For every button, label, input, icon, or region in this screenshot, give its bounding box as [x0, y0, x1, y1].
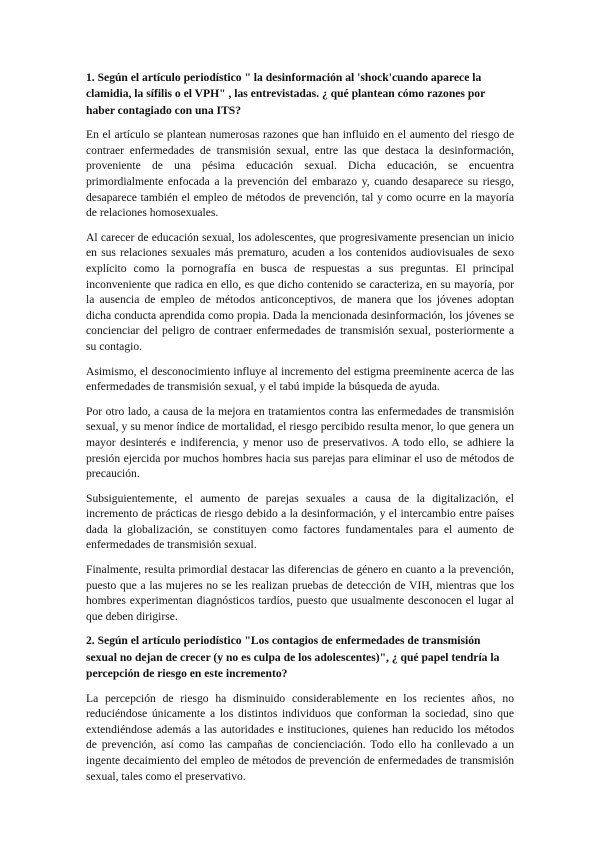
answer-1-paragraph-5: Subsiguientemente, el aumento de parejas sexuales a causa de la digitalización, el incremento de prácticas de riesgo debido a la desinformación, y el intercambio entre países dada la globalización, se constituyen como factores fundamentales para el aumento de enfermedades de transmisión sexual. — [86, 491, 514, 552]
document-page — [86, 70, 514, 793]
question-2-heading: 2. Según el artículo periodístico "Los contagios de enfermedades de transmisión sexual no dejan de crecer (y no es culpa de los adolescentes)", ¿ qué papel tendría la percepción de riesgo en este incremento? — [86, 634, 500, 681]
question-1-heading: 1. Según el artículo periodístico " la desinformación al 'shock'cuando aparece la clamidia, la sífilis o el VPH" , las entrevistadas. ¿ qué plantean cómo razones por haber contagiado con una ITS? — [86, 71, 486, 117]
answer-1-paragraph-2: Al carecer de educación sexual, los adolescentes, que progresivamente presencian un inicio en sus relaciones sexuales más prematuro, acuden a los contenidos audiovisuales de sexo explícito como la pornografía en busca de respuestas a sus preguntas. El principal inconveniente que radica en ello, es que dicho contenido se caracteriza, en su mayoría, por la ausencia de empleo de métodos anticonceptivos, de manera que los jóvenes adoptan dicha conducta aprendida como propia. Dada la mencionada desinformación, los jóvenes se concienciar del peligro de contraer enfermedades de transmisión sexual, posteriormente a su contagio. — [86, 230, 514, 353]
answer-1-paragraph-6: Finalmente, resulta primordial destacar las diferencias de género en cuanto a la prevención, puesto que a las mujeres no se les realizan pruebas de detección de VIH, mientras que los hombres experimentan diagnósticos tardíos, puesto que usualmente desconocen el lugar al que deben dirigirse. — [86, 563, 514, 623]
answer-1-paragraph-3: Asimismo, el desconocimiento influye al incremento del estigma preeminente acerca de las enfermedades de transmisión sexual, y el tabú impide la búsqueda de ayuda. — [86, 364, 514, 394]
answer-1-paragraph-1: En el artículo se plantean numerosas razones que han influido en el aumento del riesgo de contraer enfermedades de transmisión sexual, entre las que destaca la desinformación, proveniente de una pésima educación sexual. Dicha educación, se encuentra primordialmente enfocada a la prevención del embarazo y, cuando desaparece su riesgo, desaparece también el empleo de métodos de prevención, tal y como ocurre en la mayoría de relaciones homosexuales. — [86, 128, 514, 220]
answer-2-paragraph-1: La percepción de riesgo ha disminuido considerablemente en los recientes años, no reduciéndose únicamente a los distintos individuos que conforman la sociedad, sino que extendiéndose además a las autoridades e instituciones, quienes han reducido los métodos de prevención, así como las campañas de concienciación. Todo ello ha conllevado a un ingente decaimiento del empleo de métodos de prevención de enfermedades de transmisión sexual, tales como el preservativo. — [86, 691, 514, 783]
answer-1-paragraph-4: Por otro lado, a causa de la mejora en tratamientos contra las enfermedades de transmisión sexual, y su menor índice de mortalidad, el riesgo percibido resulta menor, lo que genera un mayor desinterés e indiferencia, y menor uso de preservativos. A todo ello, se adhiere la presión ejercida por muchos hombres hacia sus parejas para eliminar el uso de métodos de precaución. — [86, 404, 514, 481]
